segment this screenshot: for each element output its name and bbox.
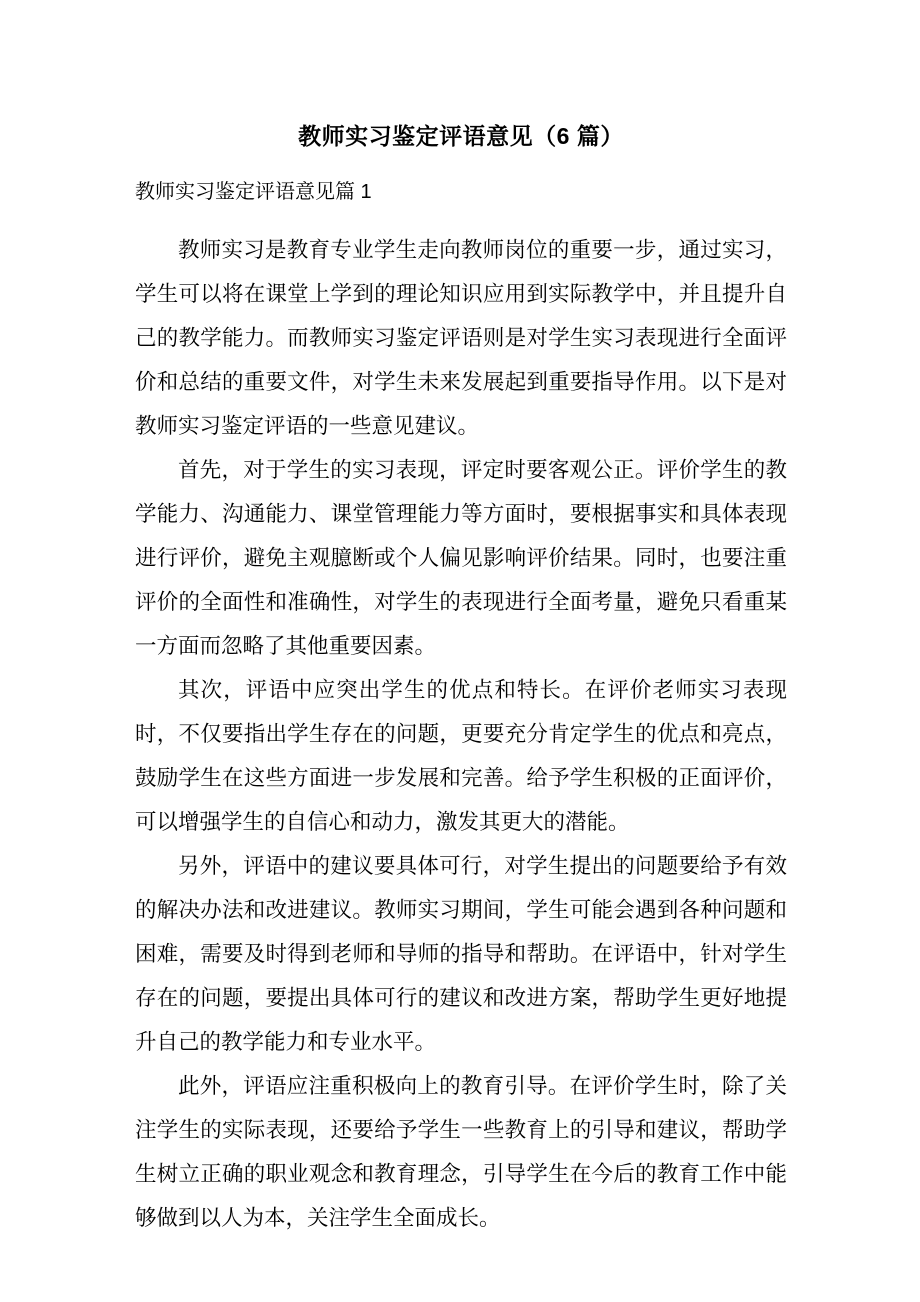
document-content xyxy=(135,120,787,1240)
paragraph: 首先，对于学生的实习表现，评定时要客观公正。评价学生的教学能力、沟通能力、课堂管理能力等方面时，要根据事实和具体表现进行评价，避免主观臆断或个人偏见影响评价结果。同时，也要注重评价的全面性和准确性，对学生的表现进行全面考量，避免只看重某一方面而忽略了其他重要因素。 xyxy=(135,458,787,658)
body-text-block xyxy=(135,228,787,1240)
paragraph: 其次，评语中应突出学生的优点和特长。在评价老师实习表现时，不仅要指出学生存在的问题，更要充分肯定学生的优点和亮点，鼓励学生在这些方面进一步发展和完善。给予学生积极的正面评价，可以增强学生的自信心和动力，激发其更大的潜能。 xyxy=(135,678,787,834)
page-title: 教师实习鉴定评语意见（6 篇） xyxy=(298,123,624,149)
paragraph: 教师实习是教育专业学生走向教师岗位的重要一步，通过实习，学生可以将在课堂上学到的理论知识应用到实际教学中，并且提升自己的教学能力。而教师实习鉴定评语则是对学生实习表现进行全面评价和总结的重要文件，对学生未来发展起到重要指导作用。以下是对教师实习鉴定评语的一些意见建议。 xyxy=(135,238,787,438)
section-heading: 教师实习鉴定评语意见篇 1 xyxy=(135,181,372,203)
paragraph: 另外，评语中的建议要具体可行，对学生提出的问题要给予有效的解决办法和改进建议。教师实习期间，学生可能会遇到各种问题和困难，需要及时得到老师和导师的指导和帮助。在评语中，针对学生存在的问题，要提出具体可行的建议和改进方案，帮助学生更好地提升自己的教学能力和专业水平。 xyxy=(135,854,787,1054)
paragraph: 此外，评语应注重积极向上的教育引导。在评价学生时，除了关注学生的实际表现，还要给予学生一些教育上的引导和建议，帮助学生树立正确的职业观念和教育理念，引导学生在今后的教育工作中能够做到以人为本，关注学生全面成长。 xyxy=(135,1074,787,1230)
